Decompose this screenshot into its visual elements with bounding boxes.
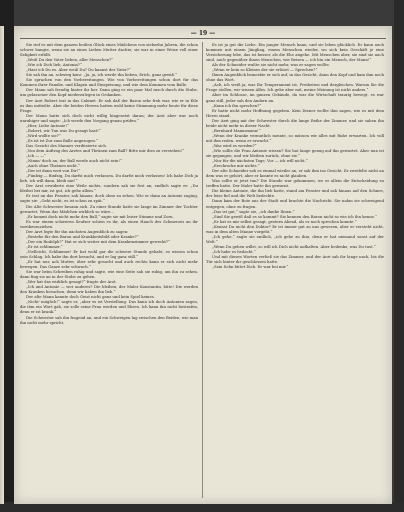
paragraph: „Sein Sohn bittet Dich. Er war bei mir.“ [212,264,289,270]
paragraph: „Nimm' doch an, der Ball werde auch nicht sein!“ [26,158,122,164]
paragraph: „Ich — —“ [26,153,46,159]
page-number: — 19 — [190,30,216,37]
paragraph: „Es ist ist Zur zum Balle angezogen.“ [26,137,98,143]
paragraph: Der Arzt Robert trat in das Cabinet. Er sah daß der Baron sehr froh war, wie er in Eile es ihm mitteilte. Aber die beiden Herren hatten wohl keine Stimmung mehr heute für diese Frage. [20,97,198,113]
paragraph: Das Gesicht des Mannes verdüsterte sich. [26,142,108,148]
paragraph: Sie sah ihn an, schwieg kurz: „Ja, ja, ich werde ihn lieben, Erich, ganz gewiß.“ [26,72,178,78]
paragraph: „Der ist dann weit von Dir!“ [26,168,81,174]
paragraph: Sie rief es mit dem ganzen heißen Glück eines Mädchens von siebzehn Jahren, die schon schwer bangte, wenn sie an eines Lieben Mutter dachte; sie war in einer Weise voll einer Seligkeit erfüllt. [20,42,198,58]
paragraph: Die kleine Antonie, die ihn lieb hatte, stand am Fenster und sah hinaus auf den Schnee, der leise fiel und die Welt bedeckte. [206,188,384,199]
paragraph: „Fünfzig — fünfzig, Du darfst mich verlassen. Du darfst mich verlassen! Ich habe Dich ja lieb, ich will dann, bleib nur!“ [20,173,198,184]
paragraph: „Er hat nur, ach Mutter, über sehr gesucht und auch rechts kann er sich nicht mehr bewegen. Das Ganze sehr schwach.“ [20,259,198,270]
paragraph: „Wie sollte die Frau Antonie wissen? Sie hat lange genug auf ihn gewartet. Aber nun ist sie gegangen, und wir bleiben zurück, ohne sie.“ [206,147,384,159]
paragraph: Die Alte Schwester besann sich. Zu einer Stunde hatte sie lange im Zimmer der Tochter gewartet. Wenn das Mädchen wirklich so wäre... [20,203,198,214]
paragraph: „Robert, wir Tun was Du gesagt hast!“ [26,127,101,133]
book-page [14,26,392,504]
paragraph: „Kann ich ihn sprechen?“ [212,102,262,108]
paragraph: Der Arzt legte für ihn nächsten Augenblick zu sagen: [26,228,129,234]
paragraph: Der Mann sah freudig hinter ihr her. Dann ging er ein paar Mal rasch durch die Stube, um gelassener den Kopf niederzulegen in Gedanken. [20,87,198,98]
paragraph: „Von dem Auftrag des Arztes und Thränen zum Ball? Bitte mir dies zu verstehen!“ [26,147,185,153]
paragraph: „Hier, Liebe Antonie!“ [26,122,69,128]
paragraph: Sie war beim Schreiben ruhig und sagte, wie eine Seite sah sie ruhig, um ihn zu sehen, dann fing sie an in der Stube zu gehen. [20,269,198,280]
paragraph: „Kennst Du nicht den Doktor? Er ist immer gut zu uns gewesen, aber er versteht nicht, was in dem alten Manne vorgeht.“ [206,223,384,234]
paragraph: Ihnen Augenblick bemerkte er sich auf, in das Gesicht, dann den Kopf und kam ihm noch ohne das Wort. [206,72,384,83]
paragraph: Der Mann hatte sich doch nicht willig hingesetzt daran; der Arzt aber war noch unruhiger und sagte: „Ich werde den Vorgang genau prüfen.“ [20,112,198,123]
paragraph: „Wer hat das wirklich gesagt?“ fragte der Arzt. [26,279,117,285]
paragraph: „Bernhard Mannsmann!“ [212,127,261,133]
paragraph: Der alte Schneider sah es einmal wieder an, er sah ihm ins Gesicht. Er zweifelte nicht an dem was er gehört, aber er konnte es nicht glauben. [206,168,384,179]
paragraph: „Ich habe es bedacht.“ [212,248,256,254]
paragraph: Er hatte nicht mehr Hoffnung gegeben. Kein Diener wollte ihm sagen, wie es mit dem Herrn stand. [206,107,384,118]
page-gutter [0,26,4,504]
paragraph: „Nur für die nächsten Tage, Vor — ich will nicht.“ [212,158,308,164]
left-column [20,42,198,500]
paragraph: „Er kommt doch nicht mehr den Ball,“ sagte sie mit leiser Stimme und Zorn. [26,213,174,219]
paragraph: „Er hat es mir selbst gesagt, gestern Abend, als er noch sprechen konnte.“ [212,218,357,224]
paragraph: „Sind Sie gewiß daß es so kommt? Sie kennen den Baron nicht so wie ich ihn kenne.“ [212,213,378,219]
right-column [206,42,384,500]
paragraph: Und mit diesen Worten verließ sie das Zimmer, und der Arzt sah ihr lange nach, bis die Tür sich hinter ihr geschlossen hatte. [206,253,384,265]
paragraph: „Das ist gut,“ sagte sie, „ich danke Ihnen.“ [212,208,295,214]
paragraph: Als der Schneider wußte sie nicht mehr, was er sagen wollte. [212,62,330,68]
paragraph: „Wenn der Kranke vermutlich meinte, so müssen wir alles mit Ruhe erwarten. Ich will mit ihm reden, wenn er erwacht.“ [206,132,384,143]
paragraph: „Nicht' möglich!“ sagte er, „aber es ist Verstellung. Das kann ich doch Antonien sagen, die ihm ein Wort gab, sie solle seine Frau werden und Ehren. Ich kann ihn nicht bestrafen, denn er ist krank.“ [20,299,198,315]
background-right-edge [394,0,404,512]
paragraph: „Wenn Du gehen willst, so will ich Dich nicht aufhalten. Aber bedenke, was Du tust.“ [212,243,376,249]
paragraph: „Der ein Rudolph?“ Hat er sich weiter mit dem Krankenzimmer geweckt?“ [26,238,170,244]
paragraph: „Erschrocke mir nichts.“ [212,163,260,169]
column-divider [202,42,203,498]
paragraph: „Was wird es werden?“ [212,142,257,148]
paragraph: „Wird wollte sie?“ [26,132,61,138]
paragraph: „Ich gehe,“ sagte sie endlich, „ich gehe zu ihm, denn er hat niemand sonst auf der Welt.“ [206,233,384,244]
paragraph: „Auch ohne Thränen nicht.“ [26,163,80,169]
paragraph: Es ist ja gut die Liebe. Ein junger Mensch kann, und sie leben glücklich. Er kann auch kommen mit einem Jüngling, einem Menschen wieder, wo sich kein Geschäft je eine Versicherung lebe, das ist besser, als die Ehe angehe. Mit Menschen aber, sie sind sie auch sind, auch gegenüber ihnen Menschen, wie Reisen — ich bin ein Mensch, der Mann!“ [206,42,384,63]
paragraph: „Weiß Du den Vater lieben, aller Menschen?“ [26,57,114,63]
paragraph: Dann kam der Bote aus der Stadt und brachte die Nachricht. Sie nahm sie schweigend entgegen, ohne zu fragen. [206,198,384,209]
paragraph: Die Schwester sah ihn fragend an, und ein Schweigen lag zwischen den Beiden, wie man ihn nicht mehr spricht. [20,314,198,325]
header-rule [20,38,386,39]
paragraph: Aber im Schlosse, im ganzen Gebäude, da war die Wirtschaft traurig bewegt, es war ganz still, jeder sah den Andern an. [206,92,384,103]
paragraph: „Wenn er kein so Kleines der sie erlöset — Sprechen?“ [212,67,318,73]
paragraph: Der Arzt ging mit der Schwester durch die lange Reihe der Zimmer, und sie sahen ihn beide nicht mehr in dieser Nacht. [206,117,384,128]
paragraph: „Vielleicht, Schlimmer! Er hat wohl gar die schwere Stunde gehabt, es wissen schon sein Schlag. Ich habe ihn dort besucht, und er lag ganz still.“ [20,248,198,259]
paragraph: „Ich und Antonie — wer anderes? Die bleiben, der Maler Konstantin, bitte! Die werden den Kranken besuchen, denn wir haben ihn lieb.“ [20,284,198,295]
paragraph: Was sollte er jetzt tun? Die Stunde war gekommen, wo er allein die Entscheidung zu treffen hatte. Der Maler hatte ihn gewarnt. [206,178,384,189]
paragraph: „Er ist schlimmer.“ [26,243,63,249]
paragraph: Der Arzt erwiderte eine Weile nichts, sondern sah sie fest an; endlich sagte er: „Du bleibst bei mir, ist gut, ich gehe allein.“ [20,183,198,194]
paragraph: Er trat an das Fenster, sah hinaus; doch ohne zu sehen. Wie er dann an Antonie zuging, sagte sie: „Geht nicht, es ist schon zu spät.“ [20,193,198,204]
paragraph: „Bestehe für den Baron und Krankheitsbild oder Kranke?“ [26,233,139,239]
paragraph: „Ach, ich weiß ja, was Ihr Temperament ist, Freiheiten und dergleichen. Warum Sie die Frage stellen, wir wissen Alles. Ich gehe aber mit, meine Meinung ist nicht anders.“ [206,82,384,93]
paragraph: „Wie ich Dich lieb, Antonia?“ [26,62,82,68]
paragraph: Sie sprachen von den Vorbereitungen. Wie von Vorbereitungen schon dort für das Kommen ihrer Familie, und Klagen und Einspeisung, und wie dem Kommen vom Balle. [20,77,198,88]
paragraph: „Hast ich Du es. Aber weiß Du? Du kannst der Vater?“ [26,67,131,73]
paragraph: Es war einem schweren Seufzer schien es ihr, als einen Hauch des Schmerzes an ihr vorüberzuziehen. [20,218,198,229]
paragraph: Der alte Mann kannte doch Geist nicht ganz und kein Spiel keines. [26,294,155,300]
